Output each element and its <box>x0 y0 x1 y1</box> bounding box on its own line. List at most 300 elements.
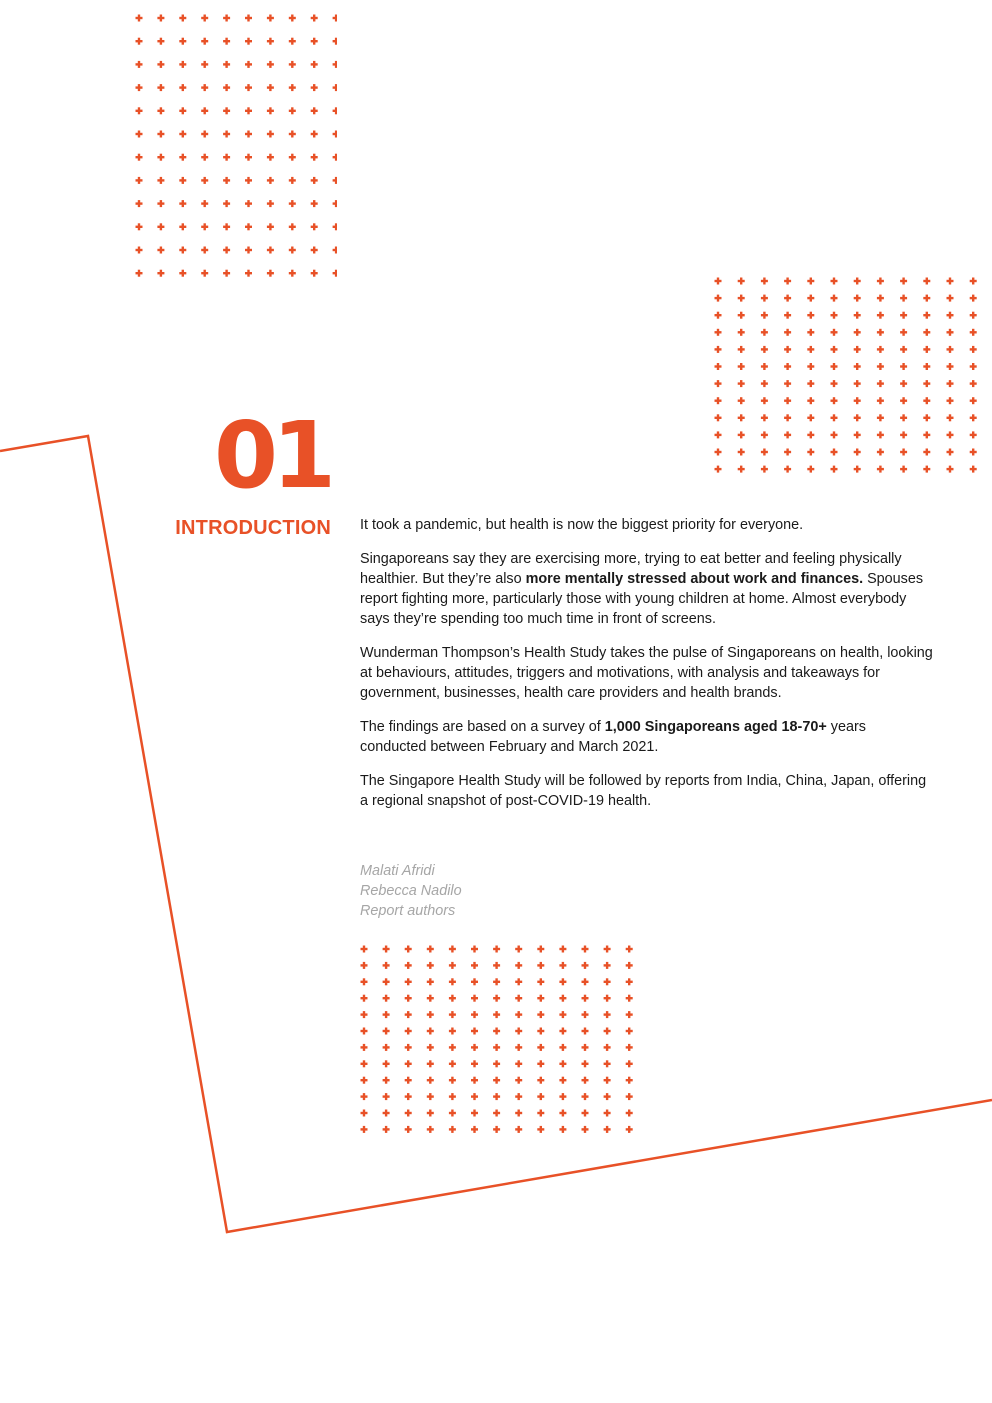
plus-icon <box>970 397 977 404</box>
plus-icon <box>471 1011 478 1018</box>
plus-icon <box>807 380 814 387</box>
plus-icon <box>427 1011 434 1018</box>
plus-icon <box>383 1044 390 1051</box>
plus-icon <box>807 346 814 353</box>
plus-icon <box>311 38 318 45</box>
plus-icon <box>900 278 907 285</box>
plus-icon <box>715 449 722 456</box>
plus-icon <box>537 1044 544 1051</box>
plus-icon <box>582 1126 589 1133</box>
plus-icon <box>515 946 522 953</box>
plus-icon <box>604 1110 611 1117</box>
plus-icon <box>515 962 522 969</box>
plus-icon <box>311 84 318 91</box>
plus-icon <box>626 1028 633 1035</box>
plus-icon <box>515 1077 522 1084</box>
section-number: 01 <box>213 402 330 509</box>
plus-icon <box>877 329 884 336</box>
plus-icon <box>738 414 745 421</box>
plus-icon <box>877 449 884 456</box>
paragraph-4: The findings are based on a survey of 1,000 Singaporeans aged 18-70+ years conducted between February and March 2021. <box>360 719 866 755</box>
plus-icon <box>383 978 390 985</box>
plus-icon <box>449 946 456 953</box>
plus-icon <box>136 15 143 22</box>
plus-icon <box>245 61 252 68</box>
plus-icon <box>289 84 296 91</box>
plus-icon <box>854 380 861 387</box>
plus-icon <box>537 1077 544 1084</box>
plus-icon <box>311 61 318 68</box>
plus-icon <box>582 1044 589 1051</box>
plus-icon <box>784 431 791 438</box>
plus-icon <box>449 1028 456 1035</box>
plus-icon <box>626 1110 633 1117</box>
plus-icon <box>201 107 208 114</box>
plus-icon <box>784 295 791 302</box>
plus-icon <box>559 1093 566 1100</box>
plus-icon <box>333 61 337 68</box>
plus-icon <box>784 466 791 473</box>
plus-icon <box>947 397 954 404</box>
plus-icon <box>311 270 318 277</box>
plus-icon <box>537 978 544 985</box>
plus-icon <box>970 363 977 370</box>
plus-icon <box>947 449 954 456</box>
plus-icon <box>715 312 722 319</box>
plus-icon <box>245 200 252 207</box>
plus-icon <box>333 200 337 207</box>
intro-body <box>360 515 935 825</box>
plus-icon <box>900 329 907 336</box>
plus-icon <box>267 154 274 161</box>
plus-icon <box>831 346 838 353</box>
plus-icon <box>267 38 274 45</box>
plus-icon <box>831 431 838 438</box>
plus-icon <box>582 978 589 985</box>
plus-icon <box>383 1028 390 1035</box>
plus-icon <box>179 247 186 254</box>
plus-icon <box>854 363 861 370</box>
plus-icon <box>493 1060 500 1067</box>
plus-icon <box>157 223 164 230</box>
plus-icon <box>715 278 722 285</box>
plus-icon <box>493 1077 500 1084</box>
plus-grid-right <box>710 273 982 478</box>
plus-icon <box>854 449 861 456</box>
plus-icon <box>179 38 186 45</box>
plus-icon <box>877 346 884 353</box>
plus-icon <box>311 154 318 161</box>
plus-icon <box>582 1093 589 1100</box>
plus-icon <box>877 431 884 438</box>
plus-icon <box>900 449 907 456</box>
plus-icon <box>383 1110 390 1117</box>
plus-icon <box>223 200 230 207</box>
plus-icon <box>738 278 745 285</box>
plus-icon <box>427 1093 434 1100</box>
plus-icon <box>493 978 500 985</box>
plus-icon <box>471 995 478 1002</box>
plus-icon <box>923 431 930 438</box>
plus-icon <box>970 449 977 456</box>
plus-icon <box>333 247 337 254</box>
plus-icon <box>877 466 884 473</box>
plus-icon <box>970 466 977 473</box>
plus-icon <box>900 295 907 302</box>
plus-icon <box>289 223 296 230</box>
plus-icon <box>223 131 230 138</box>
plus-icon <box>626 978 633 985</box>
plus-icon <box>923 466 930 473</box>
plus-icon <box>383 946 390 953</box>
paragraph-5: The Singapore Health Study will be followed by reports from India, China, Japan, offering a regional snapshot of post-COVID-19 health. <box>360 773 927 809</box>
plus-icon <box>471 1110 478 1117</box>
plus-icon <box>179 154 186 161</box>
plus-icon <box>383 1077 390 1084</box>
plus-icon <box>289 247 296 254</box>
plus-icon <box>626 995 633 1002</box>
plus-icon <box>201 247 208 254</box>
plus-icon <box>427 1126 434 1133</box>
plus-icon <box>223 247 230 254</box>
plus-icon <box>493 1028 500 1035</box>
plus-icon <box>970 431 977 438</box>
plus-icon <box>515 978 522 985</box>
plus-icon <box>267 107 274 114</box>
plus-icon <box>970 346 977 353</box>
plus-icon <box>515 995 522 1002</box>
plus-icon <box>784 312 791 319</box>
plus-icon <box>361 1011 368 1018</box>
plus-icon <box>831 312 838 319</box>
plus-icon <box>947 329 954 336</box>
plus-icon <box>923 449 930 456</box>
plus-icon <box>267 247 274 254</box>
plus-icon <box>361 1060 368 1067</box>
plus-icon <box>157 154 164 161</box>
plus-icon <box>831 329 838 336</box>
section-title: INTRODUCTION <box>175 517 331 539</box>
plus-icon <box>807 329 814 336</box>
plus-icon <box>361 1044 368 1051</box>
plus-icon <box>361 1093 368 1100</box>
plus-icon <box>136 61 143 68</box>
plus-icon <box>157 270 164 277</box>
plus-icon <box>289 200 296 207</box>
plus-icon <box>900 431 907 438</box>
plus-icon <box>201 177 208 184</box>
plus-icon <box>559 1011 566 1018</box>
plus-icon <box>559 946 566 953</box>
plus-icon <box>784 414 791 421</box>
plus-icon <box>245 270 252 277</box>
plus-icon <box>136 38 143 45</box>
plus-icon <box>761 380 768 387</box>
plus-icon <box>854 414 861 421</box>
plus-icon <box>267 177 274 184</box>
plus-icon <box>245 177 252 184</box>
plus-icon <box>947 278 954 285</box>
plus-icon <box>405 962 412 969</box>
plus-icon <box>449 1093 456 1100</box>
plus-icon <box>405 1060 412 1067</box>
plus-icon <box>559 1060 566 1067</box>
report-authors <box>360 861 462 921</box>
plus-icon <box>383 1126 390 1133</box>
plus-icon <box>201 131 208 138</box>
plus-icon <box>626 1126 633 1133</box>
plus-icon <box>427 1077 434 1084</box>
plus-icon <box>201 15 208 22</box>
plus-icon <box>582 962 589 969</box>
plus-icon <box>923 414 930 421</box>
plus-icon <box>427 1028 434 1035</box>
plus-icon <box>761 414 768 421</box>
plus-icon <box>715 363 722 370</box>
plus-icon <box>559 995 566 1002</box>
plus-icon <box>900 414 907 421</box>
plus-icon <box>877 414 884 421</box>
plus-icon <box>970 295 977 302</box>
plus-icon <box>311 223 318 230</box>
plus-icon <box>626 1044 633 1051</box>
plus-icon <box>761 449 768 456</box>
plus-icon <box>471 1093 478 1100</box>
plus-icon <box>427 978 434 985</box>
plus-icon <box>223 107 230 114</box>
plus-icon <box>900 346 907 353</box>
plus-icon <box>157 177 164 184</box>
plus-icon <box>383 995 390 1002</box>
plus-icon <box>383 1093 390 1100</box>
plus-icon <box>738 449 745 456</box>
plus-icon <box>831 380 838 387</box>
plus-icon <box>582 1077 589 1084</box>
plus-icon <box>537 946 544 953</box>
plus-icon <box>604 1011 611 1018</box>
plus-icon <box>361 1126 368 1133</box>
plus-icon <box>604 1044 611 1051</box>
plus-icon <box>405 995 412 1002</box>
plus-icon <box>784 380 791 387</box>
plus-icon <box>559 978 566 985</box>
plus-icon <box>179 84 186 91</box>
plus-icon <box>157 200 164 207</box>
plus-icon <box>449 1011 456 1018</box>
plus-icon <box>361 1028 368 1035</box>
plus-icon <box>405 1011 412 1018</box>
plus-icon <box>333 38 337 45</box>
plus-icon <box>877 397 884 404</box>
plus-icon <box>136 270 143 277</box>
plus-icon <box>493 995 500 1002</box>
plus-icon <box>493 1093 500 1100</box>
plus-icon <box>449 1060 456 1067</box>
plus-icon <box>831 414 838 421</box>
plus-icon <box>807 449 814 456</box>
plus-icon <box>361 962 368 969</box>
plus-icon <box>761 329 768 336</box>
plus-icon <box>900 380 907 387</box>
plus-icon <box>245 131 252 138</box>
plus-icon <box>289 107 296 114</box>
plus-icon <box>289 154 296 161</box>
plus-icon <box>877 312 884 319</box>
plus-icon <box>626 1093 633 1100</box>
plus-icon <box>715 380 722 387</box>
plus-icon <box>136 154 143 161</box>
plus-grid-bottom <box>356 941 636 1137</box>
plus-icon <box>947 414 954 421</box>
plus-icon <box>493 1044 500 1051</box>
plus-icon <box>333 131 337 138</box>
plus-icon <box>179 15 186 22</box>
plus-icon <box>333 270 337 277</box>
highlight-stress: more mentally stressed about work and finances. <box>525 571 864 587</box>
plus-icon <box>157 61 164 68</box>
plus-icon <box>245 154 252 161</box>
plus-icon <box>604 978 611 985</box>
plus-icon <box>537 962 544 969</box>
plus-grid-top-left <box>131 10 337 280</box>
plus-icon <box>761 346 768 353</box>
plus-icon <box>947 363 954 370</box>
plus-icon <box>427 1110 434 1117</box>
plus-icon <box>223 223 230 230</box>
plus-icon <box>784 449 791 456</box>
plus-icon <box>877 278 884 285</box>
plus-icon <box>738 397 745 404</box>
plus-icon <box>493 1110 500 1117</box>
plus-icon <box>537 1060 544 1067</box>
plus-icon <box>136 107 143 114</box>
plus-icon <box>807 363 814 370</box>
plus-icon <box>604 1126 611 1133</box>
author-name: Malati Afridi <box>360 863 435 879</box>
plus-icon <box>157 247 164 254</box>
plus-icon <box>761 397 768 404</box>
plus-icon <box>947 466 954 473</box>
paragraph-1: It took a pandemic, but health is now the biggest priority for everyone. <box>360 517 804 533</box>
plus-icon <box>807 278 814 285</box>
plus-icon <box>311 15 318 22</box>
plus-icon <box>471 978 478 985</box>
plus-icon <box>179 107 186 114</box>
plus-icon <box>179 177 186 184</box>
plus-icon <box>493 962 500 969</box>
plus-icon <box>626 962 633 969</box>
plus-icon <box>493 946 500 953</box>
plus-icon <box>493 1011 500 1018</box>
plus-icon <box>405 1044 412 1051</box>
plus-icon <box>427 962 434 969</box>
plus-icon <box>515 1060 522 1067</box>
plus-icon <box>245 107 252 114</box>
plus-icon <box>947 312 954 319</box>
plus-icon <box>854 278 861 285</box>
plus-icon <box>157 38 164 45</box>
plus-icon <box>970 312 977 319</box>
plus-icon <box>923 397 930 404</box>
plus-icon <box>738 312 745 319</box>
plus-icon <box>877 380 884 387</box>
plus-icon <box>449 962 456 969</box>
plus-icon <box>900 312 907 319</box>
plus-icon <box>201 200 208 207</box>
plus-icon <box>923 329 930 336</box>
plus-icon <box>626 1060 633 1067</box>
plus-icon <box>333 107 337 114</box>
plus-icon <box>582 1028 589 1035</box>
plus-icon <box>854 431 861 438</box>
plus-icon <box>715 414 722 421</box>
plus-icon <box>738 431 745 438</box>
plus-icon <box>559 962 566 969</box>
plus-icon <box>947 295 954 302</box>
plus-icon <box>738 380 745 387</box>
plus-icon <box>582 946 589 953</box>
plus-icon <box>537 995 544 1002</box>
plus-icon <box>289 38 296 45</box>
plus-icon <box>311 200 318 207</box>
plus-icon <box>311 107 318 114</box>
plus-icon <box>784 363 791 370</box>
plus-icon <box>582 995 589 1002</box>
plus-icon <box>383 1060 390 1067</box>
plus-icon <box>761 431 768 438</box>
plus-icon <box>136 223 143 230</box>
plus-icon <box>626 1011 633 1018</box>
plus-icon <box>582 1011 589 1018</box>
plus-icon <box>604 946 611 953</box>
plus-icon <box>626 1077 633 1084</box>
paragraph-3: Wunderman Thompson’s Health Study takes the pulse of Singaporeans on health, looking at behaviours, attitudes, triggers and motivations, with analysis and takeaways for government, businesses, health care providers and health brands. <box>360 645 933 701</box>
plus-icon <box>970 380 977 387</box>
plus-icon <box>267 131 274 138</box>
plus-icon <box>970 414 977 421</box>
plus-icon <box>449 1126 456 1133</box>
plus-icon <box>405 1110 412 1117</box>
plus-icon <box>245 247 252 254</box>
plus-icon <box>807 466 814 473</box>
plus-icon <box>179 131 186 138</box>
plus-icon <box>900 363 907 370</box>
plus-icon <box>923 312 930 319</box>
plus-icon <box>537 1028 544 1035</box>
plus-icon <box>947 380 954 387</box>
plus-icon <box>245 84 252 91</box>
plus-icon <box>559 1077 566 1084</box>
plus-icon <box>493 1126 500 1133</box>
plus-icon <box>715 431 722 438</box>
plus-icon <box>179 223 186 230</box>
plus-icon <box>738 346 745 353</box>
plus-icon <box>289 177 296 184</box>
plus-icon <box>201 270 208 277</box>
plus-icon <box>179 200 186 207</box>
plus-icon <box>157 131 164 138</box>
plus-icon <box>449 1044 456 1051</box>
plus-icon <box>223 270 230 277</box>
plus-icon <box>427 995 434 1002</box>
plus-icon <box>311 177 318 184</box>
plus-icon <box>136 247 143 254</box>
plus-icon <box>223 15 230 22</box>
plus-icon <box>289 270 296 277</box>
plus-icon <box>289 15 296 22</box>
plus-icon <box>877 295 884 302</box>
plus-icon <box>738 329 745 336</box>
